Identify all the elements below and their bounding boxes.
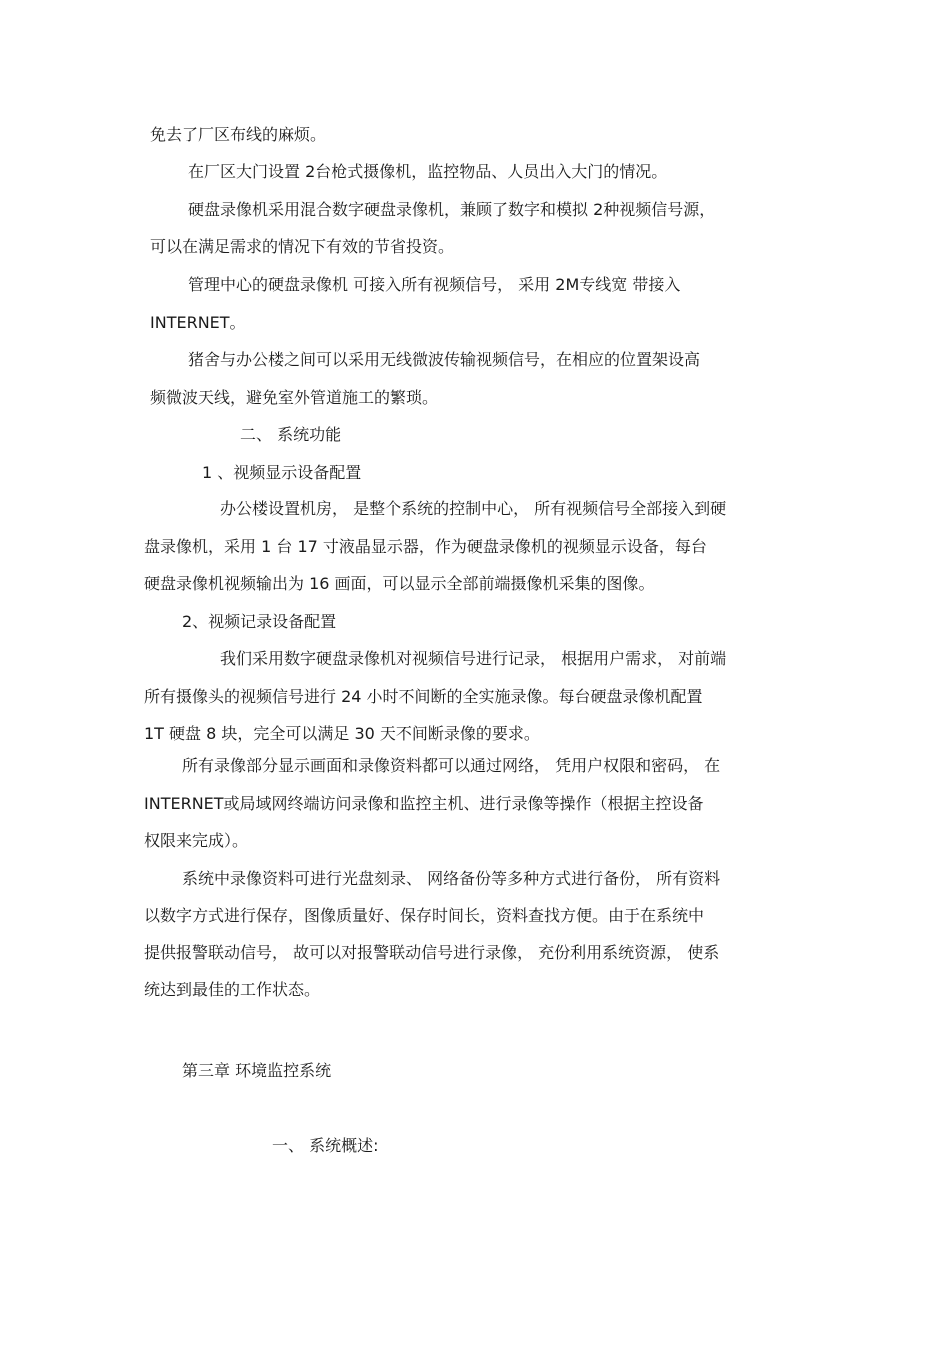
paragraph-line: 管理中心的硬盘录像机 可接入所有视频信号， 采用 2M专线宽 带接入 bbox=[188, 275, 681, 294]
paragraph-line: 猪舍与办公楼之间可以采用无线微波传输视频信号，在相应的位置架设高 bbox=[188, 350, 701, 369]
paragraph-line: 所有摄像头的视频信号进行 24 小时不间断的全实施录像。每台硬盘录像机配置 bbox=[144, 687, 703, 706]
paragraph-line: 频微波天线，避免室外管道施工的繁琐。 bbox=[150, 388, 439, 407]
paragraph-line: 1T 硬盘 8 块，完全可以满足 30 天不间断录像的要求。 bbox=[144, 724, 540, 743]
paragraph-line: 系统中录像资料可进行光盘刻录、 网络备份等多种方式进行备份， 所有资料 bbox=[182, 869, 721, 888]
paragraph-line: 硬盘录像机视频输出为 16 画面，可以显示全部前端摄像机采集的图像。 bbox=[144, 574, 655, 593]
paragraph-line: 在厂区大门设置 2台枪式摄像机，监控物品、人员出入大门的情况。 bbox=[188, 162, 668, 181]
paragraph-line: 以数字方式进行保存，图像质量好、保存时间长，资料查找方便。由于在系统中 bbox=[144, 906, 705, 925]
subsection-heading: 1 、视频显示设备配置 bbox=[202, 463, 362, 482]
paragraph-line: 可以在满足需求的情况下有效的节省投资。 bbox=[150, 237, 455, 256]
section-heading: 二、 系统功能 bbox=[240, 425, 342, 444]
section-heading: 一、 系统概述: bbox=[272, 1136, 379, 1155]
paragraph-line: INTERNET或局域网终端访问录像和监控主机、进行录像等操作（根据主控设备 bbox=[144, 794, 704, 813]
paragraph-line: 我们采用数字硬盘录像机对视频信号进行记录， 根据用户需求， 对前端 bbox=[220, 649, 727, 668]
paragraph-line: 统达到最佳的工作状态。 bbox=[144, 980, 321, 999]
chapter-heading: 第三章 环境监控系统 bbox=[182, 1061, 332, 1080]
paragraph-line: 提供报警联动信号， 故可以对报警联动信号进行录像， 充份利用系统资源， 使系 bbox=[144, 943, 720, 962]
paragraph-line: 免去了厂区布线的麻烦。 bbox=[150, 125, 327, 144]
subsection-heading: 2、视频记录设备配置 bbox=[182, 612, 337, 631]
paragraph-line: 盘录像机，采用 1 台 17 寸液晶显示器，作为硬盘录像机的视频显示设备，每台 bbox=[144, 537, 707, 556]
paragraph-line: 权限来完成）。 bbox=[144, 831, 249, 850]
paragraph-line: 所有录像部分显示画面和录像资料都可以通过网络， 凭用户权限和密码， 在 bbox=[182, 756, 721, 775]
paragraph-line: INTERNET。 bbox=[150, 313, 246, 332]
paragraph-line: 办公楼设置机房， 是整个系统的控制中心， 所有视频信号全部接入到硬 bbox=[220, 499, 727, 518]
paragraph-line: 硬盘录像机采用混合数字硬盘录像机，兼顾了数字和模拟 2种视频信号源， bbox=[188, 200, 716, 219]
